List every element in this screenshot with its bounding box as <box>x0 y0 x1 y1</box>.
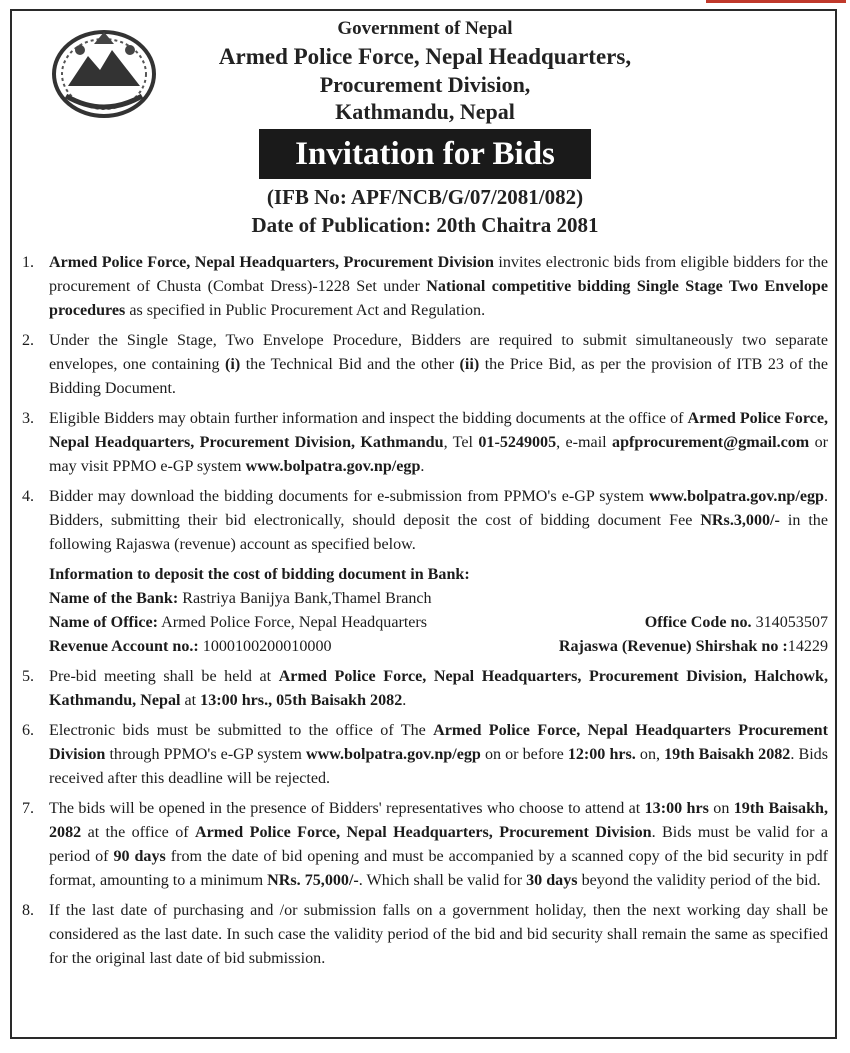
clause-text-bold: 12:00 hrs. <box>567 746 636 763</box>
clause-text-bold: 90 days <box>113 848 166 865</box>
clause-text-run: Eligible Bidders may obtain further information and inspect the bidding documents at the office of <box>49 410 688 427</box>
office-row <box>49 611 828 635</box>
clause-text-run: The bids will be opened in the presence of Bidders' representatives who choose to attend at <box>49 800 645 817</box>
clause-number: 3. <box>22 410 35 427</box>
clause-text-run: . Bids received after this deadline will be rejected. <box>49 746 828 787</box>
bank-name-row <box>49 587 828 611</box>
clause-item <box>22 329 828 401</box>
clause-text-run: Pre-bid meeting shall be held at <box>49 668 279 685</box>
office-label: Name of Office: <box>49 614 159 631</box>
clause-item <box>22 251 828 323</box>
bank-name-value: Rastriya Banijya Bank,Thamel Branch <box>178 590 432 607</box>
notice-title: Invitation for Bids <box>259 129 591 179</box>
bank-info-heading: Information to deposit the cost of bidding document in Bank: <box>49 566 470 583</box>
clause-text <box>49 665 828 713</box>
clause-text-bold: www.bolpatra.gov.np/egp <box>245 458 421 475</box>
clause-text-run: . Bidders, submitting their bid electronically, should deposit the cost of bidding document Fee <box>49 488 828 529</box>
clause-text-run: Electronic bids must be submitted to the office of The <box>49 722 434 739</box>
clause-item <box>22 899 828 971</box>
clause-number: 1. <box>22 254 35 271</box>
clause-text-run: , e-mail <box>556 434 613 451</box>
clause-text-bold: Armed Police Force, Nepal Headquarters, Procurement Division <box>49 254 494 271</box>
clause-text-run: the Price Bid, as per the provision of ITB 23 of the Bidding Document. <box>49 356 828 397</box>
publication-date: Date of Publication: 20th Chaitra 2081 <box>251 213 599 237</box>
clause-text <box>49 407 828 479</box>
clause-text-run: . <box>420 458 425 475</box>
clause-text-bold: (i) <box>225 356 241 373</box>
clause-text-bold: Armed Police Force, Nepal Headquarters, Procurement Division <box>194 824 652 841</box>
revenue-label: Revenue Account no.: <box>49 638 199 655</box>
clause-text-bold: Armed Police Force, Nepal Headquarters, Procurement Division, Halchowk, Kathmandu, Nepal <box>49 668 828 709</box>
clause-text-run: on or before <box>480 746 568 763</box>
revenue-row <box>49 635 828 659</box>
division-name: Procurement Division, <box>319 72 531 97</box>
clause-number: 4. <box>22 488 35 505</box>
clause-text <box>49 251 828 323</box>
clause-text-run: . <box>402 692 407 709</box>
clause-text-bold: 19th Baisakh 2082 <box>664 746 791 763</box>
clause-text-run: or may visit PPMO e-GP system <box>49 434 828 475</box>
office-code-value: 314053507 <box>751 614 828 631</box>
clause-text-bold: 19th Baisakh, 2082 <box>49 800 828 841</box>
clause-text-run: , Tel <box>443 434 479 451</box>
location-name: Kathmandu, Nepal <box>335 99 515 124</box>
clause-text-run: in the following Rajaswa (revenue) account as specified below. <box>49 512 828 553</box>
clause-text-bold: 30 days <box>526 872 578 889</box>
clause-number: 7. <box>22 800 35 817</box>
clause-text-bold: www.bolpatra.gov.np/egp <box>306 746 481 763</box>
clause-text-bold: www.bolpatra.gov.np/egp <box>649 488 824 505</box>
clause-text-run: on <box>708 800 734 817</box>
clause-text-run: If the last date of purchasing and /or submission falls on a government holiday, then the next working day shall be considered as the last date. In such case the validity period of the bid and bid security shall remain the same as specified for the original last date of bid submission. <box>49 902 828 967</box>
clause-number: 5. <box>22 668 35 685</box>
office-code-label: Office Code no. <box>644 614 752 631</box>
clause-text-run: the Technical Bid and the other <box>240 356 460 373</box>
clause-text <box>49 329 828 401</box>
shirshak-value: 14229 <box>787 638 828 655</box>
clause-text-run: on, <box>635 746 665 763</box>
clause-text-bold: 13:00 hrs <box>644 800 709 817</box>
clause-text-bold: National competitive bidding Single Stage Two Envelope procedures <box>49 278 829 319</box>
clause-text-run: at the office of <box>81 824 195 841</box>
clause-text-run: invites electronic bids from eligible bidders for the procurement of Chusta (Combat Dress)-1228 Set under <box>49 254 828 295</box>
clause-text-bold: (ii) <box>459 356 480 373</box>
clause-text-bold: 01-5249005 <box>478 434 557 451</box>
clause-item <box>22 407 828 479</box>
clause-text-run: through PPMO's e-GP system <box>105 746 307 763</box>
clauses-1-to-4 <box>22 251 828 557</box>
clause-text-run: from the date of bid opening and must be accompanied by a scanned copy of the bid security in pdf format, amounting to a minimum <box>49 848 828 889</box>
top-accent-line <box>706 0 846 3</box>
clause-text-run: as specified in Public Procurement Act and Regulation. <box>125 302 486 319</box>
clause-text-run: beyond the validity period of the bid. <box>577 872 821 889</box>
clause-number: 6. <box>22 722 35 739</box>
clause-item <box>22 797 828 893</box>
clause-item <box>22 665 828 713</box>
clause-item <box>22 719 828 791</box>
bank-info-block <box>22 563 828 659</box>
clause-text-run: . Which shall be valid for <box>358 872 527 889</box>
clause-text-run: at <box>180 692 201 709</box>
clause-number: 2. <box>22 332 35 349</box>
clause-text <box>49 719 828 791</box>
revenue-value: 1000100200010000 <box>198 638 332 655</box>
clause-text-bold: Armed Police Force, Nepal Headquarters, Procurement Division, Kathmandu <box>49 410 828 451</box>
clause-text-bold: NRs. 75,000/- <box>267 872 359 889</box>
organization-name: Armed Police Force, Nepal Headquarters, <box>218 44 632 69</box>
government-name: Government of Nepal <box>337 18 513 39</box>
clause-text-run: Bidder may download the bidding documents for e-submission from PPMO's e-GP system <box>49 488 650 505</box>
clause-number: 8. <box>22 902 35 919</box>
ifb-number: (IFB No: APF/NCB/G/07/2081/082) <box>266 185 584 209</box>
clause-text <box>49 485 828 557</box>
notice-body <box>22 251 828 977</box>
clause-text-run: Under the Single Stage, Two Envelope Procedure, Bidders are required to submit simultaneously two separate envelopes, one containing <box>49 332 828 373</box>
office-value: Armed Police Force, Nepal Headquarters <box>158 614 428 631</box>
clause-text-bold: 13:00 hrs., 05th Baisakh 2082 <box>200 692 403 709</box>
clause-item <box>22 485 828 557</box>
shirshak-label: Rajaswa (Revenue) Shirshak no : <box>558 638 788 655</box>
clause-text-bold: NRs.3,000/- <box>700 512 780 529</box>
clause-text <box>49 899 828 971</box>
clauses-5-to-8 <box>22 665 828 971</box>
bank-name-label: Name of the Bank: <box>49 590 179 607</box>
clause-text <box>49 797 828 893</box>
clause-text-bold: Armed Police Force, Nepal Headquarters Procurement Division <box>49 722 828 763</box>
clause-text-run: . Bids must be valid for a period of <box>49 824 828 865</box>
clause-text-bold: apfprocurement@gmail.com <box>612 434 810 451</box>
